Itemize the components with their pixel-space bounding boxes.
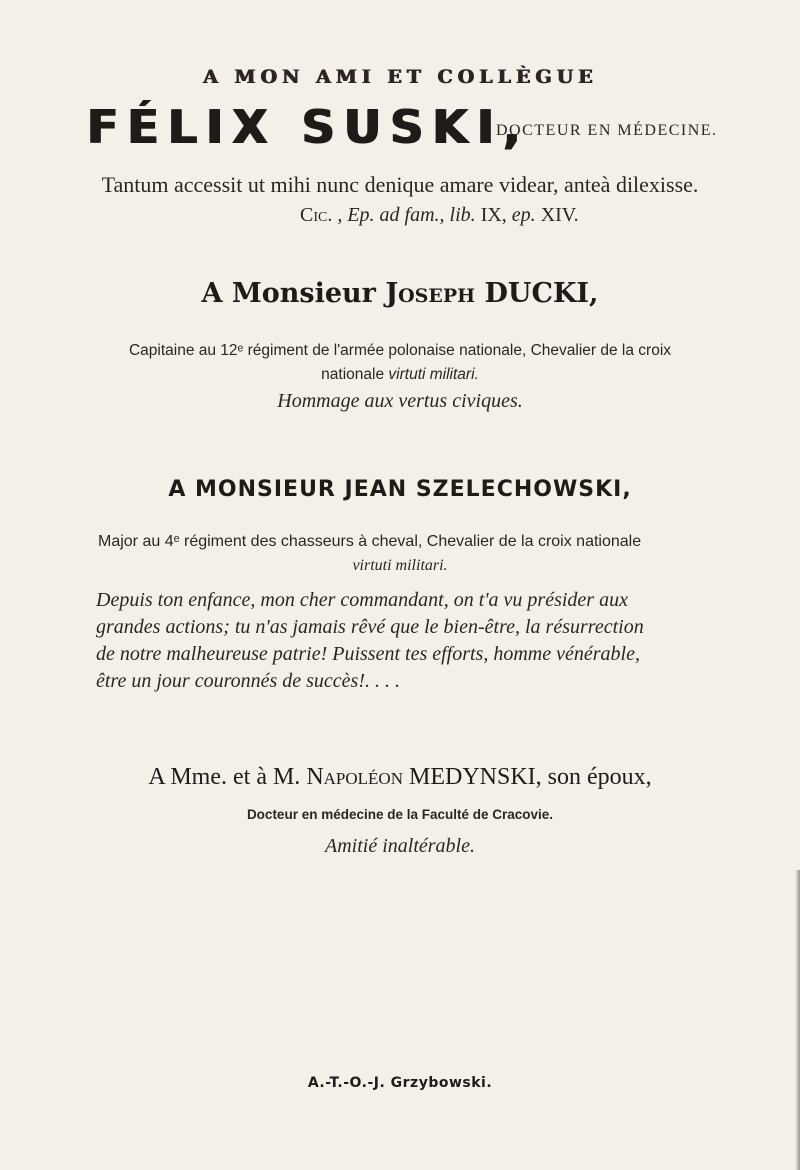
dedication-2-description-italic: virtuti militari.	[352, 557, 448, 574]
dedication-1-heading	[0, 278, 800, 309]
cite-book: IX,	[480, 204, 507, 226]
printer-name: Grzybowski.	[390, 1075, 493, 1091]
ded1-prefix: A Monsieur	[201, 278, 376, 309]
dedication-2-heading: A MONSIEUR JEAN SZELECHOWSKI,	[168, 477, 632, 502]
dedication-3-sentiment: Amitié inaltérable.	[325, 835, 475, 857]
latin-epigraph: Tantum accessit ut mihi nunc denique amare videar, anteà dilexisse.	[101, 172, 699, 197]
cite-ep: ep.	[511, 204, 536, 226]
ded3-surname: MEDYNSKI, son époux,	[408, 764, 652, 790]
dedication-1-homage: Hommage aux vertus civiques.	[277, 390, 523, 412]
ded2-par-line-3: de notre malheureuse patrie! Puissent tes efforts, homme vénérable,	[96, 643, 640, 665]
cite-author: Cic. ,	[300, 204, 343, 226]
ded2-par-line-2: grandes actions; tu n'as jamais rêvé que le bien-être, la résurrection	[96, 616, 644, 638]
ded2-par-line-1: Depuis ton enfance, mon cher commandant, on t'a vu présider aux	[96, 589, 628, 611]
ded1-firstname: Joseph	[385, 278, 476, 309]
ded1-line-2-italic: virtuti militari.	[388, 366, 479, 383]
printer-mark	[0, 1075, 800, 1091]
epigraph-citation	[300, 204, 579, 227]
ornate-dedication-line: A MON AMI ET COLLÈGUE	[202, 66, 598, 88]
ded3-firstname: Napoléon	[306, 764, 403, 790]
ded1-line-2	[0, 363, 800, 387]
printer-initials: A.-T.-O.-J.	[307, 1075, 386, 1091]
author-heading	[86, 100, 726, 160]
dedication-1-description	[0, 339, 800, 387]
ded3-prefix: A Mme. et à M.	[148, 764, 301, 790]
dedication-3-subtitle: Docteur en médecine de la Faculté de Cracovie.	[246, 807, 554, 822]
author-degree: DOCTEUR EN MÉDECINE.	[496, 122, 718, 139]
dedication-2-description: Major au 4ᵉ régiment des chasseurs à cheval, Chevalier de la croix nationale	[98, 533, 642, 550]
ded1-line-1: Capitaine au 12ᵉ régiment de l'armée polonaise nationale, Chevalier de la croix	[128, 342, 672, 359]
author-name: FÉLIX SUSKI,	[86, 100, 529, 154]
page-edge-shadow	[795, 870, 800, 1170]
cite-work: Ep. ad fam., lib.	[347, 204, 476, 226]
dedication-3-heading	[0, 764, 800, 791]
ded1-line-2-prefix: nationale	[321, 366, 385, 383]
cite-number: XIV.	[540, 204, 579, 226]
ded1-surname: DUCKI,	[484, 278, 599, 309]
dedication-2-paragraph	[96, 587, 716, 695]
ded2-par-line-4: être un jour couronnés de succès!. . . .	[96, 670, 401, 692]
